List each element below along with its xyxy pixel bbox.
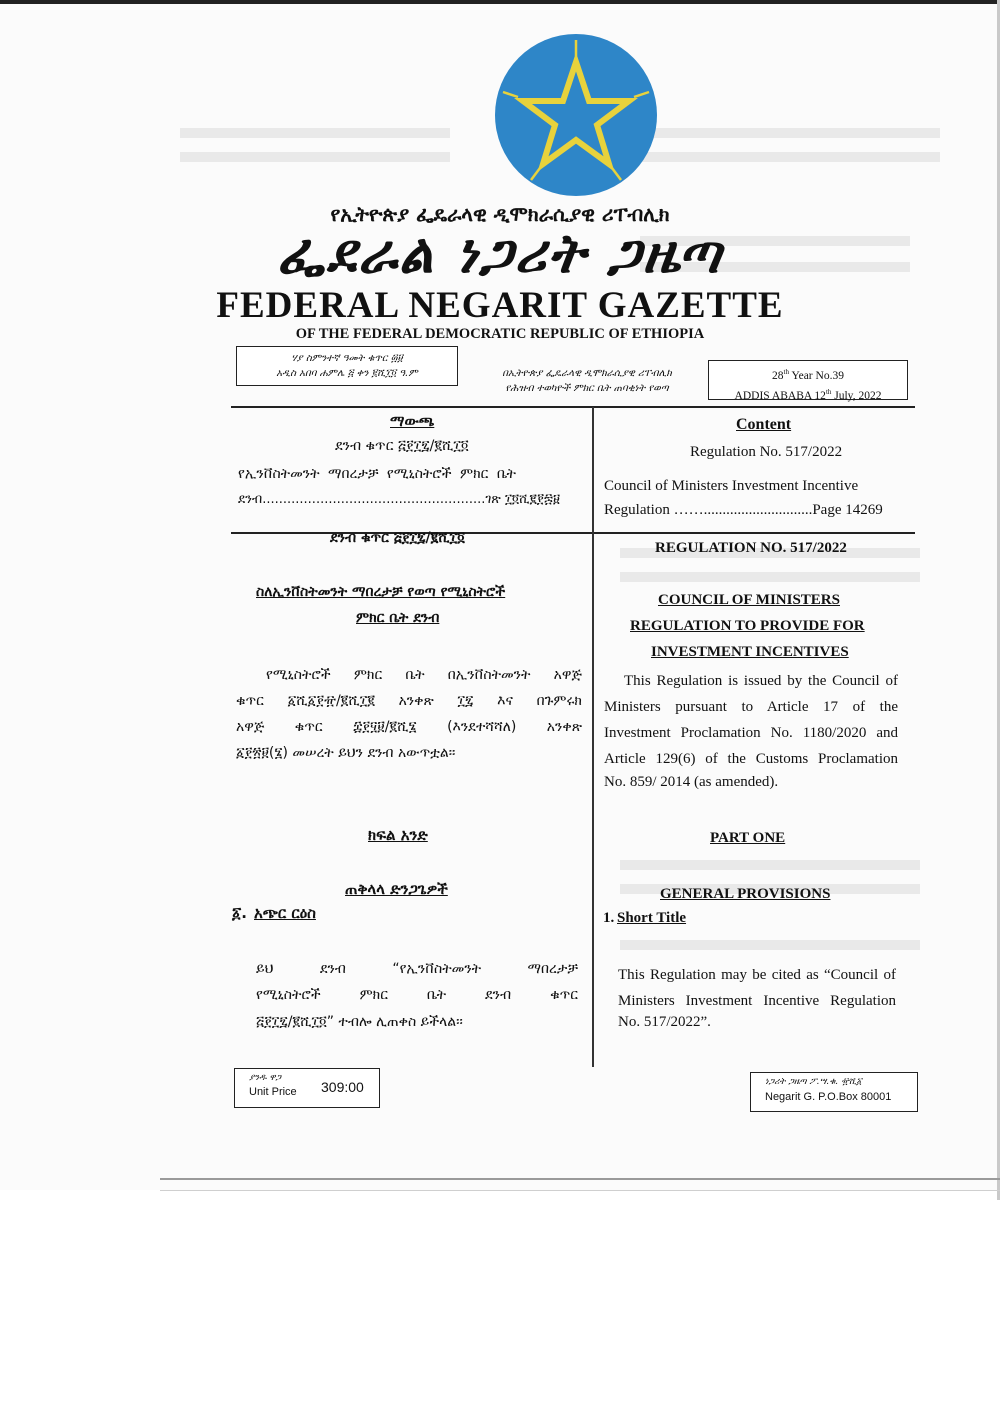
publication-authority — [466, 366, 708, 396]
english-preamble-line: Ministers pursuant to Article 17 of the — [604, 699, 898, 715]
amharic-short-title: አጭር ርዕስ — [254, 904, 316, 922]
english-gazette-title: FEDERAL NEGARIT GAZETTE — [216, 285, 784, 326]
english-regulation-title-line3: INVESTMENT INCENTIVES — [651, 644, 849, 660]
english-regulation-title-line1: COUNCIL OF MINISTERS — [658, 592, 840, 608]
amharic-content-heading: ማውጫ — [390, 412, 435, 430]
english-preamble-last-line: No. 859/ 2014 (as amended). — [604, 774, 779, 790]
pobox-box — [750, 1072, 918, 1112]
english-preamble-line: This Regulation is issued by the Council of — [624, 673, 898, 689]
unit-price-box — [234, 1068, 380, 1108]
amharic-short-title-last-line: ፭፻፲፯/፪ሺ፲፬” ተብሎ ሊጠቀስ ይችላል፡፡ — [256, 1014, 463, 1030]
english-short-title-number: 1. — [603, 910, 615, 926]
pobox-english: Negarit G. P.O.Box 80001 — [765, 1091, 892, 1103]
publication-authority-line1: በኢትዮጵያ ፌዴራላዊ ዲሞክራሲያዊ ሪፐብሊክ — [502, 368, 672, 379]
column-divider — [592, 407, 594, 1067]
english-content-heading: Content — [736, 416, 792, 433]
english-short-title: Short Title — [617, 910, 687, 926]
english-preamble — [604, 668, 898, 772]
unit-price-amharic-label: ያንዱ ዋጋ — [249, 1073, 282, 1083]
unit-price-label: Unit Price — [249, 1086, 297, 1098]
english-content-line2: Regulation …….............................Page 14269 — [604, 502, 883, 518]
amharic-preamble-line: የሚኒስትሮች ምክር ቤት በኢንቨስትመንት አዋጅ — [266, 667, 582, 683]
amharic-issue-year: ሃያ ስምንተኛ ዓመት ቁጥር ፴፱ — [291, 353, 403, 364]
amharic-content-reg-no: ደንብ ቁጥር ፭፻፲፯/፪ሺ፲፬ — [335, 438, 469, 454]
amharic-preamble-line: አዋጅ ቁጥር ፰፻፶፱/፪ሺ፮ (እንደተሻሻለ) አንቀጽ — [236, 719, 582, 735]
amharic-republic-name: የኢትዮጵያ ፌዴራላዊ ዲሞክራሲያዊ ሪፐብሊክ — [330, 202, 670, 226]
amharic-part-one: ክፍል አንድ — [368, 826, 428, 844]
page-bottom-edge-shadow — [160, 1190, 1000, 1191]
english-issue-box — [708, 360, 908, 400]
amharic-issue-box — [236, 346, 458, 386]
amharic-short-title-number: ፩. — [232, 904, 247, 922]
english-short-title-body — [618, 962, 896, 1014]
amharic-preamble — [236, 662, 582, 766]
amharic-general-provisions: ጠቅላላ ድንጋጌዎች — [345, 880, 448, 898]
english-short-title-line: This Regulation may be cited as “Council of — [618, 967, 896, 983]
amharic-regulation-heading: ደንብ ቁጥር ፭፻፲፯/፪ሺ፲፬ — [330, 530, 465, 546]
amharic-preamble-line: ፩፻፳፱(፮) መሠረት ይህን ደንብ አውጥቷል፡፡ — [236, 745, 456, 761]
amharic-short-title-line: ይህ ደንብ “የኢንቨስትመንት ማበረታቻ — [256, 961, 578, 977]
amharic-content-line1: የኢንቨስትመንት ማበረታቻ የሚኒስትሮች ምክር ቤት — [238, 466, 516, 482]
amharic-regulation-title-line2: ምክር ቤት ደንብ — [356, 610, 440, 626]
ethiopian-emblem-icon — [495, 34, 657, 196]
english-gazette-subtitle: OF THE FEDERAL DEMOCRATIC REPUBLIC OF ETHIOPIA — [295, 326, 705, 342]
page-bottom-edge — [160, 1178, 1000, 1180]
english-preamble-line: Article 129(6) of the Customs Proclamation — [604, 751, 898, 767]
english-regulation-heading: REGULATION NO. 517/2022 — [655, 540, 847, 556]
scan-top-edge — [0, 0, 1000, 4]
unit-price-value: 309:00 — [321, 1079, 364, 1095]
amharic-short-title-body — [256, 956, 578, 1008]
amharic-regulation-title-line1: ስለኢንቨስትመንት ማበረታቻ የወጣ የሚኒስትሮች — [256, 584, 506, 600]
english-preamble-line: Investment Proclamation No. 1180/2020 and — [604, 725, 898, 741]
english-issue-date: ADDIS ABABA 12th July, 2022 — [734, 387, 882, 402]
amharic-preamble-line: ቁጥር ፩ሺ፩፻፹/፪ሺ፲፪ አንቀጽ ፲፯ እና በጉምሩክ — [236, 693, 582, 709]
publication-authority-line2: የሕዝብ ተወካዮች ምክር ቤት ጠባቂነት የወጣ — [505, 383, 669, 394]
english-regulation-title-line2: REGULATION TO PROVIDE FOR — [630, 618, 865, 634]
amharic-content-line2: ደንብ......................................................ገጽ ፲፬ሺ፪፻፷፱ — [238, 492, 560, 507]
amharic-issue-date: አዲስ አበባ ሐምሌ ፭ ቀን ፪ሺ፲፬ ዓ.ም — [276, 368, 418, 379]
masthead-rule — [231, 406, 915, 408]
english-issue-year: 28th Year No.39 — [772, 368, 844, 382]
english-short-title-last-line: No. 517/2022”. — [618, 1014, 711, 1030]
english-content-line1: Council of Ministers Investment Incentive — [604, 478, 859, 494]
english-short-title-line: Ministers Investment Incentive Regulation — [618, 993, 896, 1009]
english-part-one: PART ONE — [710, 830, 786, 846]
english-general-provisions: GENERAL PROVISIONS — [660, 886, 831, 902]
amharic-short-title-line: የሚኒስትሮች ምክር ቤት ደንብ ቁጥር — [256, 987, 578, 1003]
amharic-gazette-title: ፌደራል ነጋሪት ጋዜጣ — [277, 222, 723, 285]
english-content-reg-no: Regulation No. 517/2022 — [690, 444, 843, 460]
pobox-amharic: ነጋሪት ጋዜጣ ፖ.ሣ.ቁ. ፹ሺ፩ — [765, 1077, 862, 1087]
